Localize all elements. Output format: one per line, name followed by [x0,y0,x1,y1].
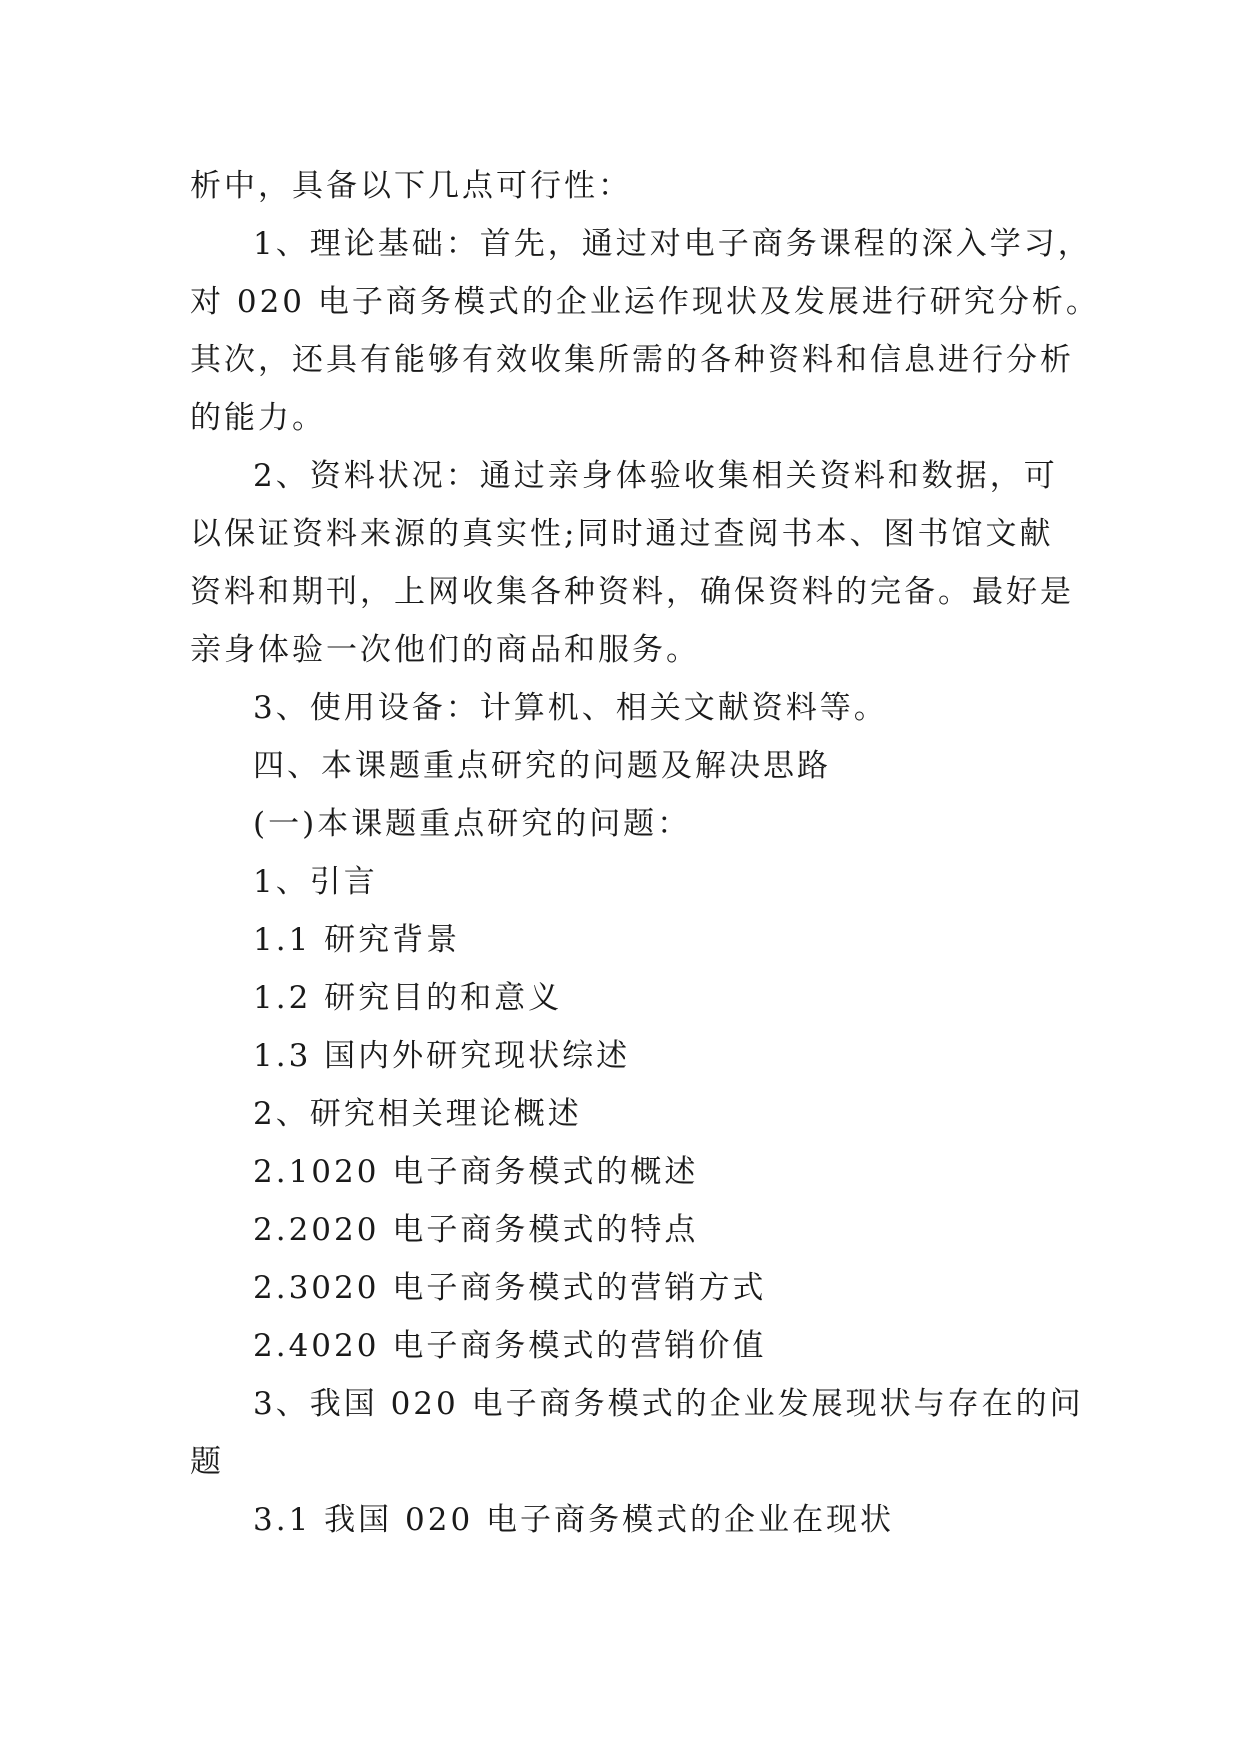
text-line: 析中，具备以下几点可行性： [190,168,632,204]
text-line: 2、资料状况：通过亲身体验收集相关资料和数据，可 [253,458,1058,494]
text-line: 3、使用设备：计算机、相关文献资料等。 [253,690,888,726]
outline-item: 2.1020 电子商务模式的概述 [253,1154,699,1190]
outline-item: 3、我国 020 电子商务模式的企业发展现状与存在的问 [253,1386,1084,1422]
outline-item: 3.1 我国 020 电子商务模式的企业在现状 [253,1502,895,1538]
subsection-heading: (一)本课题重点研究的问题： [253,806,692,842]
text-line: 1、理论基础：首先，通过对电子商务课程的深入学习， [253,226,1092,262]
outline-item: 1.2 研究目的和意义 [253,980,563,1016]
section-heading: 四、本课题重点研究的问题及解决思路 [253,748,831,784]
outline-item: 1.1 研究背景 [253,922,461,958]
text-line: 对 020 电子商务模式的企业运作现状及发展进行研究分析。 [190,284,1100,320]
text-line: 亲身体验一次他们的商品和服务。 [190,632,700,668]
outline-item: 2.4020 电子商务模式的营销价值 [253,1328,767,1364]
outline-item: 2、研究相关理论概述 [253,1096,582,1132]
outline-item: 2.2020 电子商务模式的特点 [253,1212,699,1248]
text-line: 资料和期刊，上网收集各种资料，确保资料的完备。最好是 [190,574,1074,610]
text-line: 其次，还具有能够有效收集所需的各种资料和信息进行分析 [190,342,1074,378]
outline-item: 2.3020 电子商务模式的营销方式 [253,1270,767,1306]
outline-item-continuation: 题 [190,1444,224,1480]
outline-item: 1、引言 [253,864,378,900]
text-line: 的能力。 [190,400,326,436]
outline-item: 1.3 国内外研究现状综述 [253,1038,631,1074]
text-line: 以保证资料来源的真实性;同时通过查阅书本、图书馆文献 [190,516,1054,552]
